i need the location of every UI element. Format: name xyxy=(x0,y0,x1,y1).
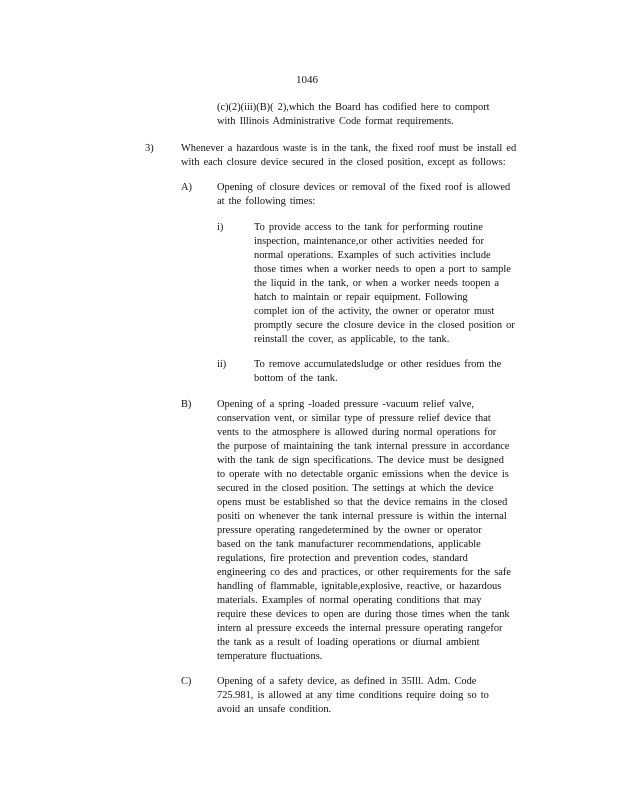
item-a-ii-paragraph xyxy=(254,358,554,386)
text-line: at the following times: xyxy=(217,196,316,207)
item-c-paragraph xyxy=(217,675,547,717)
text-line: those times when a worker needs to open a port to sample xyxy=(254,264,511,275)
item-a-ii-label: ii) xyxy=(217,359,227,370)
text-line: Whenever a hazardous waste is in the tank, the fixed roof must be install ed xyxy=(181,143,517,154)
text-line: 725.981, is allowed at any time conditions require doing so to xyxy=(217,690,489,701)
text-line: positi on whenever the tank internal pressure is within the internal xyxy=(217,511,507,522)
text-line: Opening of a spring -loaded pressure -vacuum relief valve, xyxy=(217,399,474,410)
item-c-label: C) xyxy=(181,676,192,687)
item-a-i-label: i) xyxy=(217,222,224,233)
text-line: reinstall the cover, as applicable, to the tank. xyxy=(254,334,450,345)
text-line: vents to the atmosphere is allowed during normal operations for xyxy=(217,427,497,438)
text-line: regulations, fire protection and prevention codes, standard xyxy=(217,553,468,564)
text-line: the purpose of maintaining the tank internal pressure in accordance xyxy=(217,441,510,452)
text-line: complet ion of the activity, the owner or operator must xyxy=(254,306,495,317)
text-line: opens must be established so that the device remains in the closed xyxy=(217,497,508,508)
item-b-paragraph xyxy=(217,398,547,664)
text-line: intern al pressure exceeds the internal pressure operating rangefor xyxy=(217,623,503,634)
page-number: 1046 xyxy=(296,74,318,86)
text-line: materials. Examples of normal operating conditions that may xyxy=(217,595,482,606)
text-line: bottom of the tank. xyxy=(254,373,338,384)
item-a-paragraph xyxy=(217,181,547,209)
text-line: To provide access to the tank for performing routine xyxy=(254,222,483,233)
item-a-i-paragraph xyxy=(254,221,554,347)
item-3-label: 3) xyxy=(145,143,154,154)
text-line: require these devices to open are during those times when the tank xyxy=(217,609,510,620)
text-line: the liquid in the tank, or when a worker needs toopen a xyxy=(254,278,500,289)
text-line: the tank as a result of loading operations or diurnal ambient xyxy=(217,637,480,648)
text-line: inspection, maintenance,or other activities needed for xyxy=(254,236,484,247)
text-line: promptly secure the closure device in the closed position or xyxy=(254,320,515,331)
text-line: with each closure device secured in the closed position, except as follows: xyxy=(181,157,506,168)
text-line: with the tank de sign specifications. The device must be designed xyxy=(217,455,504,466)
text-line: To remove accumulatedsludge or other residues from the xyxy=(254,359,502,370)
item-a-label: A) xyxy=(181,182,192,193)
text-line: (c)(2)(iii)(B)( 2),which the Board has codified here to comport xyxy=(217,102,490,113)
intro-paragraph xyxy=(217,101,547,129)
text-line: hatch to maintain or repair equipment. Following xyxy=(254,292,468,303)
text-line: avoid an unsafe condition. xyxy=(217,704,332,715)
text-line: secured in the closed position. The settings at which the device xyxy=(217,483,494,494)
text-line: Opening of a safety device, as defined in 35Ill. Adm. Code xyxy=(217,676,477,687)
text-line: handling of flammable, ignitable,explosive, reactive, or hazardous xyxy=(217,581,502,592)
text-line: based on the tank manufacturer recommendations, applicable xyxy=(217,539,481,550)
item-b-label: B) xyxy=(181,399,192,410)
text-line: pressure operating rangedetermined by the owner or operator xyxy=(217,525,482,536)
text-line: with Illinois Administrative Code format requirements. xyxy=(217,116,454,127)
text-line: normal operations. Examples of such activities include xyxy=(254,250,491,261)
text-line: engineering co des and practices, or other requirements for the safe xyxy=(217,567,511,578)
text-line: conservation vent, or similar type of pressure relief device that xyxy=(217,413,491,424)
text-line: Opening of closure devices or removal of the fixed roof is allowed xyxy=(217,182,511,193)
item-3-paragraph xyxy=(181,142,546,170)
text-line: to operate with no detectable organic emissions when the device is xyxy=(217,469,509,480)
text-line: temperature fluctuations. xyxy=(217,651,323,662)
